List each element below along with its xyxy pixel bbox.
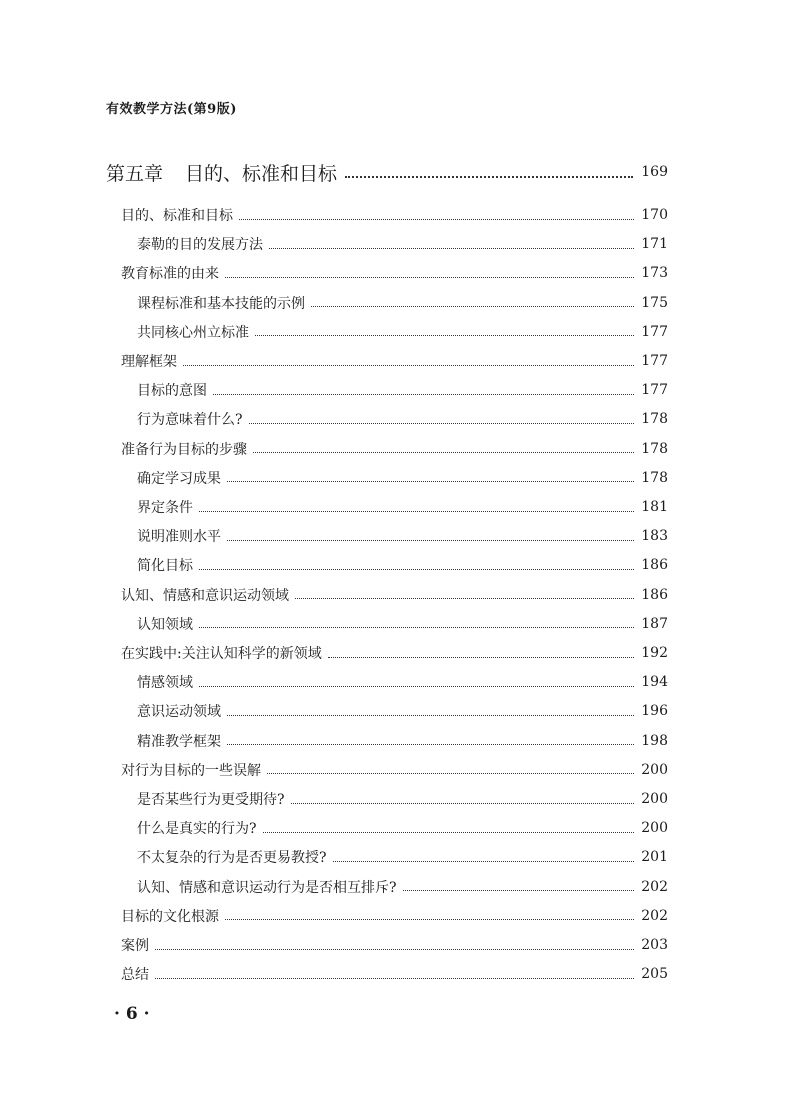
toc-entry-title: 不太复杂的行为是否更易教授? [137,850,327,867]
dot-leader [295,598,634,599]
toc-entry[interactable] [121,757,668,783]
toc-entry-page: 202 [641,907,668,924]
dot-leader [263,832,634,833]
toc-entry[interactable] [137,319,668,345]
chapter-title: 目的、标准和目标 [185,162,338,185]
toc-entry-page: 177 [641,323,668,340]
toc-entry[interactable] [137,494,668,520]
toc-entry-title: 是否某些行为更受期待? [137,792,285,808]
dot-leader [291,803,634,804]
toc-entry-page: 186 [641,557,668,574]
toc-entry-page: 194 [641,674,668,691]
dot-leader [199,686,634,687]
toc-entry-page: 178 [641,440,668,457]
toc-entry[interactable] [121,903,668,929]
toc-entry-page: 173 [641,265,668,282]
toc-entry[interactable] [137,728,668,754]
toc-entry[interactable] [137,669,668,695]
toc-entry[interactable] [137,290,668,316]
toc-entry-page: 200 [641,791,668,807]
toc-entry-page: 205 [641,966,668,983]
toc-entry-title: 准备行为目标的步骤 [121,441,247,458]
dot-leader [239,219,634,220]
toc-entry-title: 行为意味着什么? [137,412,243,429]
dot-leader [328,657,634,658]
toc-entry-page: 178 [641,411,668,428]
toc-entry-page: 175 [641,294,668,311]
page-number-footer: · 6 · [114,1004,150,1024]
toc-entry-page: 196 [641,703,668,720]
toc-entry-title: 在实践中:关注认知科学的新领域 [121,646,322,662]
dot-leader [227,481,634,482]
dot-leader [255,335,634,336]
toc-entry-title: 总结 [121,967,149,984]
dot-leader [227,540,634,541]
toc-entry-title: 案例 [121,938,149,954]
dot-leader [183,365,634,366]
toc-entry-title: 确定学习成果 [137,470,221,487]
dot-leader [311,306,634,307]
toc-entry-title: 精准教学框架 [137,733,221,750]
toc-entry-page: 177 [641,353,668,369]
toc-entry[interactable] [137,844,668,870]
toc-entry[interactable] [121,961,668,987]
toc-entry-title: 目标的意图 [137,383,207,400]
toc-entry-page: 177 [641,382,668,399]
toc-entry[interactable] [137,523,668,549]
toc-entry[interactable] [137,231,668,257]
toc-entry[interactable] [137,874,668,900]
toc-entry-page: 181 [641,499,668,515]
toc-entry[interactable] [137,786,668,812]
dot-leader [227,715,634,716]
dot-leader [249,423,634,424]
dot-leader [199,569,634,570]
dot-leader [225,277,634,278]
dot-leader [253,452,634,453]
chapter-page-number: 169 [641,164,668,180]
toc-entry-title: 课程标准和基本技能的示例 [137,295,305,312]
toc-entry-page: 186 [641,586,668,603]
toc-entry-title: 说明准则水平 [137,529,221,546]
dot-leader [155,949,634,950]
toc-entry-title: 共同核心州立标准 [137,324,249,341]
toc-entry[interactable] [121,436,668,462]
dot-leader [403,890,634,891]
toc-entry[interactable] [137,465,668,491]
dot-leader [199,627,634,628]
toc-entry-page: 201 [641,849,668,866]
toc-entry[interactable] [121,202,668,228]
toc-entry-page: 178 [641,469,668,486]
toc-entry-page: 200 [641,761,668,778]
toc-entry[interactable] [121,348,668,374]
toc-entry[interactable] [137,815,668,841]
toc-entry-title: 认知领域 [137,616,193,633]
toc-entry[interactable] [121,582,668,608]
dot-leader [345,176,633,178]
toc-entry-page: 198 [641,732,668,749]
toc-entry[interactable] [137,698,668,724]
toc-entry-page: 203 [641,937,668,953]
toc-entry-page: 187 [641,615,668,632]
toc-entry-title: 简化目标 [137,558,193,575]
dot-leader [333,861,634,862]
toc-entry-title: 意识运动领域 [137,704,221,721]
toc-entry[interactable] [137,406,668,432]
toc-entry-title: 情感领域 [137,675,193,692]
toc-entry-title: 目标的文化根源 [121,908,219,925]
toc-entry-title: 认知、情感和意识运动领域 [121,587,289,604]
toc-entry-title: 目的、标准和目标 [121,208,233,224]
dot-leader [155,978,634,979]
toc-entry-title: 理解框架 [121,354,177,370]
toc-entry-title: 教育标准的由来 [121,266,219,283]
toc-entry[interactable] [137,377,668,403]
running-header: 有效教学方法(第9版) [106,102,237,117]
dot-leader [225,919,634,920]
toc-entry-title: 认知、情感和意识运动行为是否相互排斥? [137,879,397,896]
toc-entry-page: 170 [641,207,668,223]
dot-leader [199,511,634,512]
toc-entry-page: 192 [641,645,668,661]
toc-entry-page: 183 [641,528,668,545]
toc-entry[interactable] [121,260,668,286]
dot-leader [213,394,634,395]
dot-leader [269,248,634,249]
toc-entry[interactable] [121,932,668,958]
chapter-number: 第五章 [106,162,164,185]
toc-entry-title: 泰勒的目的发展方法 [137,237,263,254]
toc-entry-page: 200 [641,820,668,837]
toc-entry-title: 界定条件 [137,500,193,516]
toc-entry-page: 202 [641,878,668,895]
toc-entry-title: 对行为目标的一些误解 [121,762,261,779]
toc-entry-page: 171 [641,236,668,253]
toc-entry[interactable] [137,611,668,637]
chapter-heading[interactable] [106,157,668,187]
dot-leader [267,773,634,774]
toc-entry[interactable] [121,640,668,666]
toc-entry-title: 什么是真实的行为? [137,821,257,838]
dot-leader [227,744,634,745]
toc-entry[interactable] [137,552,668,578]
